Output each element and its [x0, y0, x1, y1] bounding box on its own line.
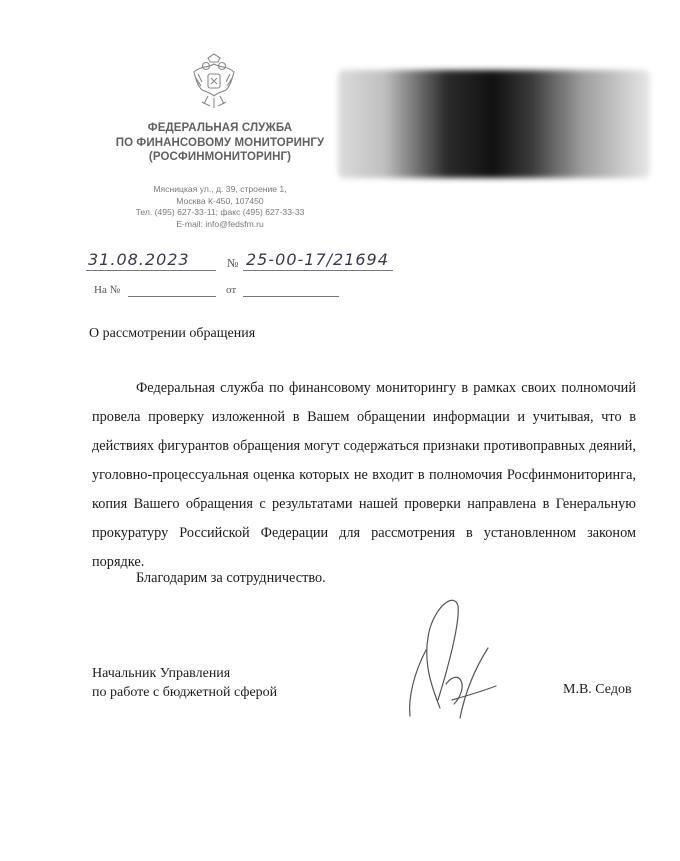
closing-phrase: Благодарим за сотрудничество.: [136, 570, 326, 586]
registration-date: 31.08.2023: [88, 250, 190, 269]
phone-fax-line: Тел. (495) 627-33-11; факс (495) 627-33-33: [135, 207, 305, 218]
signer-position-line-2: по работе с бюджетной сферой: [92, 685, 278, 700]
org-name-line-2: ПО ФИНАНСОВОМУ МОНИТОРИНГУ: [115, 136, 325, 149]
letter-subject: О рассмотрении обращения: [89, 326, 256, 341]
address-line-1: Мясницкая ул., д. 39, строение 1,: [153, 184, 287, 194]
signer-position: [92, 664, 277, 702]
signer-position-line-1: Начальник Управления: [92, 666, 231, 681]
russian-coat-of-arms-icon: [188, 52, 240, 112]
date-underline: [86, 270, 216, 271]
email-line: E-mail: info@fedsfm.ru: [176, 218, 264, 229]
org-name-line-1: ФЕДЕРАЛЬНАЯ СЛУЖБА: [147, 122, 293, 134]
address-line-2: Москва К-450, 107450: [176, 195, 264, 206]
organization-name: [70, 121, 370, 165]
reply-number-label: На №: [94, 284, 121, 296]
signer-name: М.В. Седов: [563, 682, 632, 697]
redacted-recipient-address: [338, 70, 650, 178]
registration-number: 25-00-17/21694: [246, 250, 389, 269]
reply-from-label: от: [226, 284, 237, 296]
org-name-line-3: (РОСФИНМОНИТОРИНГ): [148, 151, 292, 163]
organization-contacts: [70, 184, 370, 230]
reply-from-underline: [243, 296, 339, 297]
handwritten-signature: [400, 588, 510, 723]
letter-body: [92, 374, 636, 577]
reply-number-underline: [128, 296, 216, 297]
body-paragraph: Федеральная служба по финансовому мониторингу в рамках своих полномочий провела проверку изложенной в Вашем обращении информации и учитывая, что в действиях фигурантов обращения могут содержаться признаки противоправных деяний, уголовно-процессуальная оценка которых не входит в полномочия Росфинмониторинга, копия Вашего обращения с результатами нашей проверки направлена в Генеральную прокуратуру Российской Федерации для рассмотрения в установленном законом порядке.: [92, 380, 636, 570]
number-label: №: [227, 256, 239, 270]
number-underline: [243, 270, 393, 271]
